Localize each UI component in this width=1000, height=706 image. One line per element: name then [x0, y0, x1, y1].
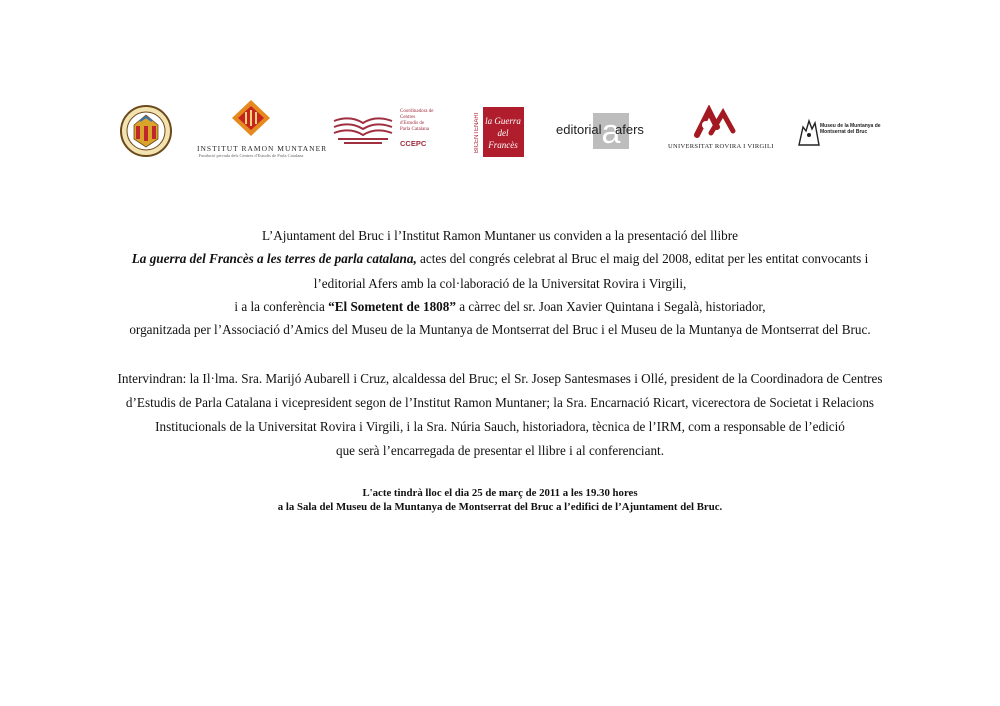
speakers-line-3: Institucionals de la Universitat Rovira i Virgili, i la Sra. Núria Sauch, historiadora, tècnica de l’IRM, com a responsable de l’edició — [155, 419, 845, 434]
el-bruc-seal-logo — [120, 105, 172, 157]
speakers-line-1: Intervindran: la Il·lma. Sra. Marijó Aubarell i Cruz, alcaldessa del Bruc; el Sr. Josep Santesmases i Ollé, president de la Coordinadora de Centres — [117, 371, 883, 386]
svg-text:la Guerra: la Guerra — [485, 116, 521, 126]
svg-text:del: del — [497, 128, 509, 138]
irm-subcaption: Fundació privada dels Centres d'Estudis de Parla Catalana — [198, 153, 304, 158]
guerra-badge-icon — [474, 107, 524, 157]
irm-caption: INSTITUT RAMON MUNTANER — [197, 144, 328, 153]
invitation-line-2 — [40, 251, 960, 267]
conference-post: a càrrec del sr. Joan Xavier Quintana i Segalà, historiador, — [455, 299, 766, 314]
guerra-del-frances-logo — [474, 107, 524, 157]
open-book-icon — [330, 107, 396, 151]
ccepc-text: Coordinadora de Centres d'Estudis de Parla Catalana — [400, 109, 434, 132]
ccepc-logo — [330, 107, 434, 157]
museu-muntanya-logo — [798, 113, 882, 153]
conference-title: “El Sometent de 1808” — [328, 299, 456, 314]
conference-pre: i a la conferència — [234, 299, 329, 314]
svg-text:Francès: Francès — [488, 140, 518, 150]
afers-word-editorial: editorial — [556, 122, 602, 137]
book-title: La guerra del Francès a les terres de parla catalana, — [131, 251, 417, 266]
speakers-line-2: d’Estudis de Parla Catalana i vicepresident segon de l’Institut Ramon Muntaner; la Sra. Encarnació Ricart, vicerectora de Societat i Relacions — [125, 395, 875, 410]
editorial-afers-logo — [556, 113, 646, 153]
afers-word-afers: afers — [615, 122, 644, 137]
logo-strip — [0, 95, 1000, 175]
invitation-line-5: organitzada per l’Associació d’Amics del Museu de la Muntanya de Montserrat del Bruc i el Museu de la Muntanya de Montserrat del Bruc. — [129, 322, 871, 337]
institut-ramon-muntaner-logo — [197, 99, 328, 161]
urv-emblem-icon — [689, 105, 739, 141]
svg-text:a: a — [601, 113, 621, 149]
svg-text:BICENTENARI: BICENTENARI — [474, 112, 480, 153]
invitation-line-4 — [40, 299, 960, 315]
museu-text: Museu de la Muntanya de Montserrat del Bruc — [820, 123, 881, 135]
ccepc-acronym: CCEPC — [400, 139, 427, 148]
mountain-icon — [798, 117, 820, 147]
urv-caption: UNIVERSITAT ROVIRA I VIRGILI — [668, 143, 774, 150]
event-line-2: a la Sala del Museu de la Muntanya de Montserrat del Bruc a l’edifici de l’Ajuntament del Bruc. — [277, 501, 723, 513]
invitation-line-3: l’editorial Afers amb la col·laboració de la Universitat Rovira i Virgili, — [313, 276, 687, 291]
invitation-line-1: L’Ajuntament del Bruc i l’Institut Ramon Muntaner us conviden a la presentació del llibre — [262, 228, 738, 243]
speakers-line-4: que serà l’encarregada de presentar el llibre i al conferenciant. — [335, 443, 665, 458]
invitation-line-2-rest: actes del congrés celebrat al Bruc el maig del 2008, editat per les entitat convocants i — [416, 251, 869, 266]
irm-diamond-icon — [231, 99, 271, 137]
seal-icon — [120, 105, 172, 157]
event-line-1: L'acte tindrà lloc el dia 25 de març de 2011 a les 19.30 hores — [362, 487, 638, 499]
urv-logo — [668, 105, 774, 157]
